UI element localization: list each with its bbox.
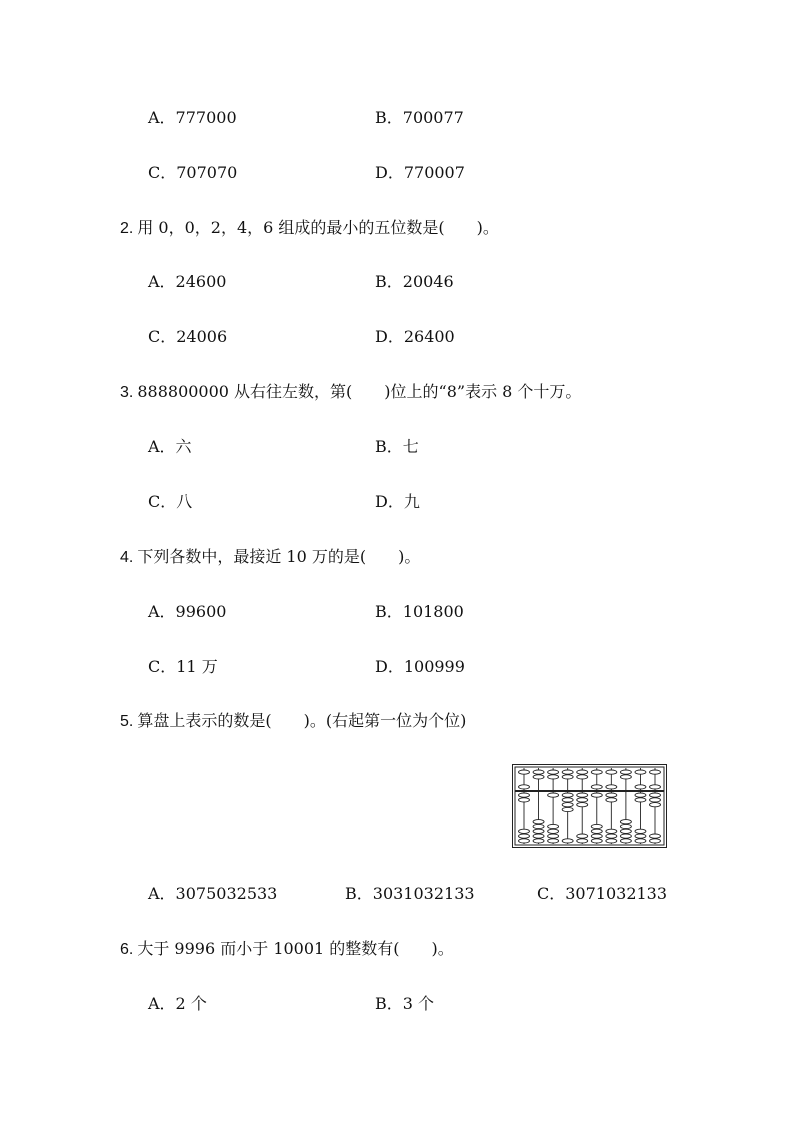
abacus-bead — [591, 793, 602, 797]
abacus-bead — [577, 793, 588, 797]
q5-option-a[interactable]: A．3075032533 — [148, 884, 278, 903]
abacus-bead — [591, 770, 602, 774]
abacus-bead — [635, 829, 646, 833]
abacus-bead — [577, 770, 588, 774]
abacus-bead — [577, 775, 588, 779]
abacus-bead — [591, 834, 602, 838]
abacus-bead — [635, 785, 646, 789]
q3-option-d[interactable]: D．九 — [375, 492, 420, 511]
abacus-bead — [635, 798, 646, 802]
q5-option-b[interactable]: B．3031032133 — [345, 884, 475, 903]
abacus-bead — [519, 770, 530, 774]
q2-option-a[interactable]: A．24600 — [148, 272, 227, 291]
abacus-bead — [606, 829, 617, 833]
option-d[interactable]: D．770007 — [375, 163, 465, 182]
abacus-bead — [635, 839, 646, 843]
abacus-bead — [620, 834, 631, 838]
abacus-bead — [620, 770, 631, 774]
abacus-bead — [620, 839, 631, 843]
question-text: 算盘上表示的数是( )。(右起第一位为个位) — [137, 711, 467, 730]
abacus-bead — [650, 770, 661, 774]
abacus-bead — [562, 798, 573, 802]
abacus-bead — [519, 834, 530, 838]
abacus-bead — [548, 793, 559, 797]
abacus-bead — [533, 770, 544, 774]
question-5 — [120, 711, 466, 732]
abacus-bead — [606, 785, 617, 789]
q3-option-b[interactable]: B．七 — [375, 437, 419, 456]
abacus-bead — [577, 834, 588, 838]
abacus-bead — [650, 803, 661, 807]
abacus-bead — [591, 839, 602, 843]
q2-option-d[interactable]: D．26400 — [375, 327, 455, 346]
q3-option-a[interactable]: A．六 — [148, 437, 192, 456]
abacus-bead — [548, 834, 559, 838]
abacus-bead — [620, 824, 631, 828]
q6-option-b[interactable]: B．3 个 — [375, 994, 435, 1013]
abacus-bead — [548, 829, 559, 833]
abacus-bead — [533, 824, 544, 828]
question-number: 6. — [120, 941, 134, 958]
abacus-bead — [606, 834, 617, 838]
abacus-bead — [620, 829, 631, 833]
question-6 — [120, 939, 454, 960]
abacus-figure — [512, 764, 667, 848]
abacus-bead — [650, 839, 661, 843]
abacus-bead — [620, 775, 631, 779]
abacus-bead — [635, 793, 646, 797]
q4-option-d[interactable]: D．100999 — [375, 657, 465, 676]
abacus-bead — [606, 798, 617, 802]
question-number: 4. — [120, 549, 134, 566]
q4-option-a[interactable]: A．99600 — [148, 602, 227, 621]
abacus-bead — [591, 824, 602, 828]
abacus-bead — [533, 834, 544, 838]
abacus-bead — [606, 770, 617, 774]
abacus-bead — [548, 839, 559, 843]
abacus-bead — [591, 829, 602, 833]
question-text: 用 0，0，2，4，6 组成的最小的五位数是( )。 — [137, 218, 499, 237]
q6-option-a[interactable]: A．2 个 — [148, 994, 207, 1013]
abacus-bead — [533, 839, 544, 843]
abacus-bead — [519, 793, 530, 797]
q5-option-c[interactable]: C．3071032133 — [537, 884, 668, 903]
abacus-bead — [635, 770, 646, 774]
abacus-bead — [577, 839, 588, 843]
abacus-bead — [548, 775, 559, 779]
abacus-bead — [562, 770, 573, 774]
abacus-bead — [562, 839, 573, 843]
abacus-bead — [650, 798, 661, 802]
abacus-bead — [548, 824, 559, 828]
q4-option-b[interactable]: B．101800 — [375, 602, 464, 621]
abacus-bead — [533, 820, 544, 824]
abacus-bead — [562, 807, 573, 811]
abacus-bead — [650, 785, 661, 789]
question-4 — [120, 547, 420, 568]
question-2 — [120, 218, 499, 239]
abacus-bead — [606, 839, 617, 843]
abacus-bead — [577, 803, 588, 807]
q2-option-c[interactable]: C．24006 — [148, 327, 228, 346]
abacus-bead — [635, 834, 646, 838]
question-number: 3. — [120, 384, 134, 401]
option-a[interactable]: A．777000 — [148, 108, 237, 127]
question-3 — [120, 382, 581, 403]
abacus-bead — [519, 829, 530, 833]
abacus-bead — [562, 775, 573, 779]
abacus-bead — [620, 820, 631, 824]
abacus-bead — [519, 839, 530, 843]
q2-option-b[interactable]: B．20046 — [375, 272, 454, 291]
abacus-bead — [650, 834, 661, 838]
abacus-bead — [577, 798, 588, 802]
question-text: 大于 9996 而小于 10001 的整数有( )。 — [137, 939, 454, 958]
abacus-bead — [562, 803, 573, 807]
abacus-bead — [533, 775, 544, 779]
abacus-bead — [606, 793, 617, 797]
abacus-bead — [519, 798, 530, 802]
option-c[interactable]: C．707070 — [148, 163, 238, 182]
abacus-bead — [650, 793, 661, 797]
question-text: 下列各数中，最接近 10 万的是( )。 — [137, 547, 421, 566]
question-number: 2. — [120, 220, 134, 237]
abacus-bead — [562, 793, 573, 797]
q3-option-c[interactable]: C．八 — [148, 492, 193, 511]
question-text: 888800000 从右往左数，第( )位上的“8”表示 8 个十万。 — [137, 382, 582, 401]
q4-option-c[interactable]: C．11 万 — [148, 657, 218, 676]
question-number: 5. — [120, 713, 134, 730]
abacus-bead — [533, 829, 544, 833]
abacus-bead — [591, 785, 602, 789]
abacus-bead — [548, 770, 559, 774]
option-b[interactable]: B．700077 — [375, 108, 464, 127]
abacus-bead — [519, 785, 530, 789]
